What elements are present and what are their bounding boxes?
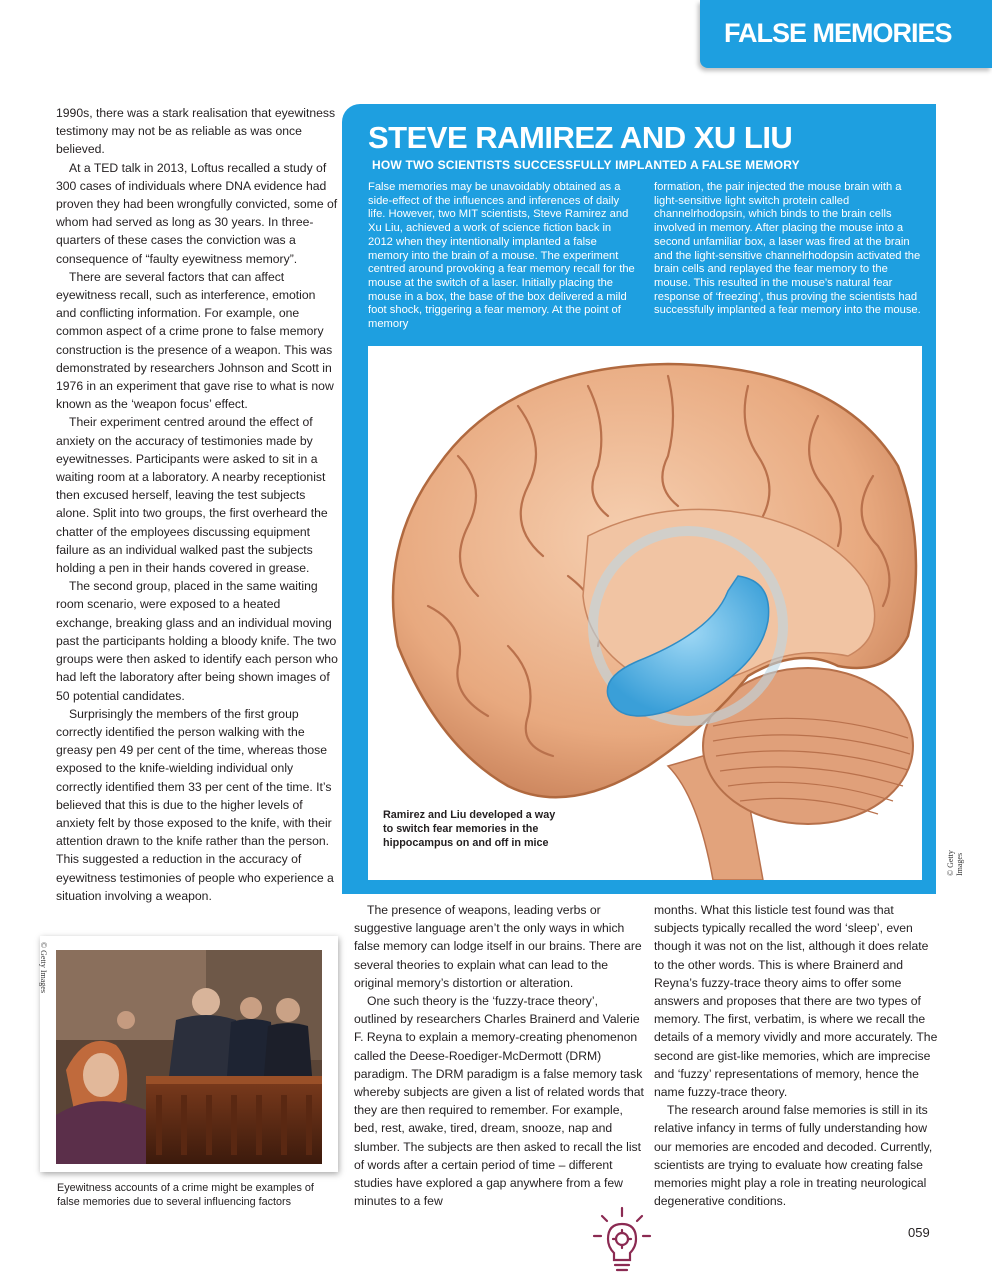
section-label: FALSE MEMORIES <box>724 18 952 48</box>
left-paragraph: At a TED talk in 2013, Loftus recalled a study of 300 cases of individuals where DNA evidence had proven they had been wrongfully convicted, some of whom had served as long as 30 years. In three-quarters of these cases the conviction was a consequence of “faulty eyewitness memory”. <box>56 160 338 266</box>
box-text-column-1: False memories may be unavoidably obtained as a side-effect of the influences and inferences of daily life. However, two MIT scientists, Steve Ramirez and Xu Liu, achieved a work of science fiction back in 2012 when they intentionally implanted a false memory into the brain of a mouse. The experiment centred around provoking a fear memory recall for the mouse at the switch of a laser. Initially placing the mouse in a box, the base of the box delivered a mild foot shock, triggering a fear memory. At the point of memory <box>368 181 635 331</box>
brain-image-caption: Ramirez and Liu developed a way to switch fear memories in the hippocampus on and off in mice <box>383 809 556 849</box>
section-header-tab <box>700 0 992 68</box>
left-paragraph: The second group, placed in the same waiting room scenario, were exposed to a heated exchange, breaking glass and an individual moving past the participants holding a bloody knife. The two groups were then asked to identify each person who had left the laboratory after being shown images of 50 potential candidates. <box>56 579 338 703</box>
courtroom-photo <box>56 950 322 1164</box>
middle-article-column <box>354 901 644 1210</box>
left-paragraph: 1990s, there was a stark realisation that eyewitness testimony may not be as reliable as was once believed. <box>56 106 336 157</box>
page-number: 059 <box>908 1225 930 1240</box>
middle-paragraph: One such theory is the ‘fuzzy-trace theory’, outlined by researchers Charles Brainerd and Valerie F. Reyna to explain a memory-creating phenomenon called the Deese-Roediger-McDermott (DRM) paradigm. The DRM paradigm is a false memory task whereby subjects are given a list of related words that they are then required to remember. For example, bed, rest, awake, tired, dream, snooze, nap and slumber. The subjects are then asked to recall the list of words after a certain period of time – different studies have explored a gap anywhere from a few minutes to a few <box>354 994 644 1209</box>
middle-paragraph: The presence of weapons, leading verbs or suggestive language aren’t the only ways in which false memory can lodge itself in our brains. There are several theories to explain what can lead to the original memory’s distortion or alteration. <box>354 903 642 990</box>
brain-image <box>368 346 922 880</box>
right-paragraph: The research around false memories is still in its relative infancy in terms of fully understanding how our memories are encoded and decoded. Currently, scientists are trying to evaluate how creating false memories might play a role in treating neurological degenerative conditions. <box>654 1103 933 1209</box>
box-text-column-2: formation, the pair injected the mouse brain with a light-sensitive light switch protein called channelrhodopsin, which binds to the brain cells involved in memory. After placing the mouse into a second unfamiliar box, a laser was fired at the brain and the light-sensitive channelrhodopsin activated the brain cells and replayed the fear memory to the mouse. This resulted in the mouse’s natural fear response of ‘freezing’, thus proving the scientists had successfully implanted a fear memory into the mouse. <box>654 181 921 317</box>
left-article-column <box>56 104 338 905</box>
photo-credit: © Getty Images <box>39 942 48 993</box>
brain-image-credit: © Getty Images <box>946 850 964 876</box>
right-paragraph: months. What this listicle test found was that subjects typically recalled the word ‘sleep’, even though it was not on the list, although it does relate to the other words. This is where Brainerd and Reyna’s fuzzy-trace theory aims to offer some answers and proposes that there are two types of memory. The first, verbatim, is where we recall the details of a memory vividly and more accurately. The second are gist-like memories, which are imprecise and ‘fuzzy’ representations of memory, hence the name fuzzy-trace theory. <box>654 903 938 1100</box>
photo-caption: Eyewitness accounts of a crime might be examples of false memories due to several influencing factors <box>57 1182 314 1208</box>
box-subtitle: HOW TWO SCIENTISTS SUCCESSFULLY IMPLANTED A FALSE MEMORY <box>372 158 800 172</box>
left-paragraph: Their experiment centred around the effect of anxiety on the accuracy of testimonies made by eyewitnesses. Participants were asked to sit in a waiting room at a laboratory. A nearby receptionist then excused herself, leaving the test subjects alone. Split into two groups, the first overheard the chatter of the employees discussing equipment failure as an individual walked past the subjects holding a pen in their hands covered in grease. <box>56 415 328 576</box>
brain-illustration <box>368 346 922 880</box>
courtroom-photo-frame <box>40 936 338 1172</box>
left-paragraph: Surprisingly the members of the first group correctly identified the person walking with the greasy pen 49 per cent of the time, whereas those exposed to the knife-wielding individual only correctly identified them 33 per cent of the time. It’s believed that this is due to the higher levels of anxiety felt by those exposed to the knife, with their attention drawn to the knife rather than the person. This suggested a reduction in the accuracy of eyewitness testimonies of people who experience a situation involving a weapon. <box>56 706 334 903</box>
box-title: STEVE RAMIREZ AND XU LIU <box>368 120 793 155</box>
right-article-column <box>654 901 938 1210</box>
left-paragraph: There are several factors that can affect eyewitness recall, such as interference, emotion and conflicting information. For example, one common aspect of a crime prone to false memory construction is the presence of a weapon. This was demonstrated by researchers Johnson and Scott in 1976 in an experiment that gave rise to what is now known as the ‘weapon focus’ effect. <box>56 269 334 412</box>
lightbulb-brain-icon <box>590 1206 654 1280</box>
